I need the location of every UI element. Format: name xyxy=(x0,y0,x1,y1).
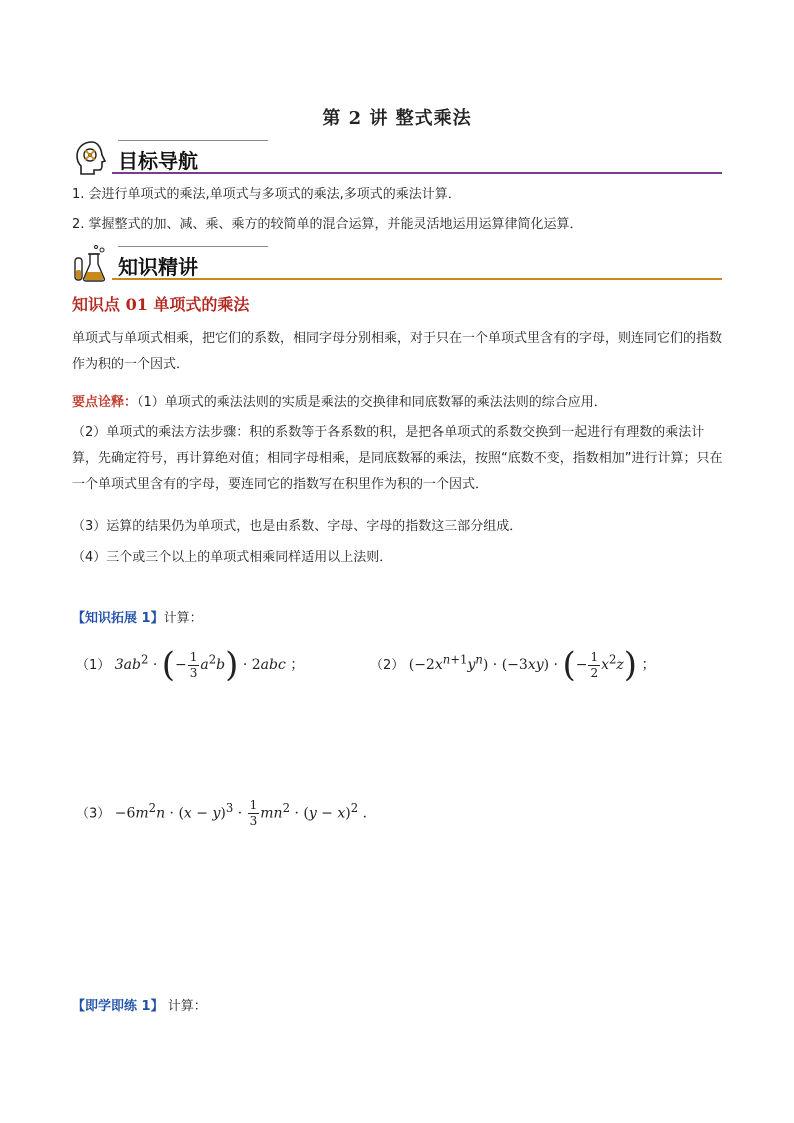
knowledge-point-title: 知识点 01 单项式的乘法 xyxy=(72,295,250,314)
note-1: 要点诠释：（1）单项式的乘法法则的实质是乘法的交换律和同底数幂的乘法法则的综合应用． xyxy=(72,395,607,410)
example-heading: 【知识拓展 1】计算： xyxy=(72,611,203,626)
goal-item-1: 1. 会进行单项式的乘法,单项式与多项式的乘法,多项式的乘法计算． xyxy=(72,187,461,202)
note-3: （3）运算的结果仍为单项式，也是由系数、字母、字母的指数这三部分组成． xyxy=(72,519,523,534)
practice-tag: 【即学即练 1】 xyxy=(72,999,164,1014)
section-goals-label: 目标导航 xyxy=(118,149,198,173)
rule-text: 单项式与单项式相乘，把它们的系数，相同字母分别相乘，对于只在一个单项式里含有的字母，则连同它们的指数作为积的一个因式． xyxy=(72,331,723,372)
page-title: 第 2 讲 整式乘法 xyxy=(322,108,472,129)
section-knowledge-rule xyxy=(112,278,722,280)
section-knowledge-header xyxy=(72,244,722,284)
section-goals-rule xyxy=(112,172,722,174)
practice-heading: 【即学即练 1】 计算： xyxy=(72,999,207,1014)
example-item-1: （1） $3ab^2$ · (− $\frac{1}{3}$ $a^2b) \cdot 2abc$ ； xyxy=(76,645,305,685)
example-tag: 【知识拓展 1】 xyxy=(72,611,164,626)
notes-label: 要点诠释： xyxy=(72,395,138,410)
section-knowledge-label: 知识精讲 xyxy=(118,255,198,279)
goal-item-2: 2. 掌握整式的加、减、乘、乘方的较简单的混合运算，并能灵活地运用运算律简化运算． xyxy=(72,217,583,232)
section-goals-header xyxy=(72,138,722,178)
head-gears-icon xyxy=(72,138,112,178)
flask-icon xyxy=(72,244,112,284)
note-4: （4）三个或三个以上的单项式相乘同样适用以上法则． xyxy=(72,550,393,565)
example-item-2: （2） $(-2x^{n+1}y^n) \cdot (-3xy)$ · (− $\frac{1}{2}$ $x^2z$) ； xyxy=(370,645,656,685)
example-item-3: $(3) -6m^2n \cdot (x - y)^3$ · $\frac{1}{3}$ $mn^2 \cdot (y - x)^2$ ． xyxy=(76,798,377,828)
note-2: （2）单项式的乘法方法步骤：积的系数等于各系数的积，是把各单项式的系数交换到一起进行有理数的乘法计算，先确定符号，再计算绝对值；相同字母相乘，是同底数幂的乘法，按照“底数不变，指数相加”进行计算；只在一个单项式里含有的字母，要连同它的指数写在积里作为积的一个因式． xyxy=(72,425,723,492)
